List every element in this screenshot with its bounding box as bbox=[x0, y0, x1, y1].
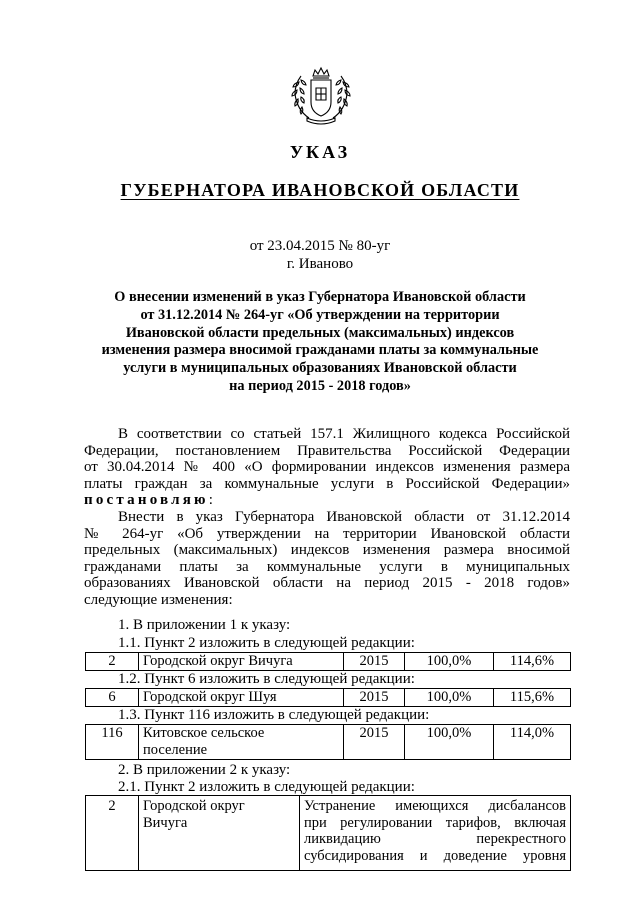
cell-number: 2 bbox=[86, 653, 139, 671]
heading-line: на период 2015 - 2018 годов» bbox=[229, 377, 411, 394]
cell-number: 116 bbox=[86, 725, 139, 760]
cell-year: 2015 bbox=[344, 725, 405, 760]
postanovlyayu-word: постановляю bbox=[84, 492, 209, 509]
cell-number: 6 bbox=[86, 689, 139, 707]
coat-of-arms-emblem bbox=[289, 66, 353, 128]
cell-index-1: 100,0% bbox=[405, 653, 494, 671]
table-row bbox=[86, 653, 571, 671]
cell-description bbox=[300, 796, 571, 871]
heading-line: Ивановской области предельных (максимальных) индексов bbox=[125, 324, 515, 341]
decree-heading bbox=[80, 289, 560, 396]
item-1-3: 1.3. Пункт 116 изложить в следующей редакции: bbox=[118, 707, 430, 723]
body-line: предельных (максимальных) индексов изменения размера вносимой bbox=[84, 542, 570, 559]
heading-line: О внесении изменений в указ Губернатора Ивановской области bbox=[114, 289, 526, 305]
body-line: платы граждан за коммунальные услуги в Российской Федерации» bbox=[84, 475, 570, 492]
body-line: Федерации, постановлением Правительства Российской Федерации bbox=[84, 442, 570, 459]
municipality-line: Городской округ bbox=[143, 798, 245, 814]
postanovlyayu-colon: : bbox=[208, 492, 213, 509]
item-1-2: 1.2. Пункт 6 изложить в следующей редакции: bbox=[118, 671, 415, 687]
municipality-line: поселение bbox=[143, 741, 208, 758]
cell-index-2: 114,6% bbox=[494, 653, 571, 671]
cell-index-1: 100,0% bbox=[405, 725, 494, 760]
decree-body bbox=[84, 426, 570, 609]
table-row bbox=[86, 796, 571, 871]
cell-number: 2 bbox=[86, 796, 139, 871]
cell-municipality bbox=[139, 796, 300, 871]
table-item-6 bbox=[85, 688, 571, 707]
description-line: ликвидацию перекрестного bbox=[304, 831, 566, 847]
table-item-2-appendix-2 bbox=[85, 795, 571, 871]
table-row bbox=[86, 725, 571, 760]
document-city: г. Иваново bbox=[286, 256, 354, 272]
body-line: Внести в указ Губернатора Ивановской области от 31.12.2014 bbox=[118, 508, 570, 525]
document-title: УКАЗ bbox=[289, 142, 351, 162]
description-line: Устранение имеющихся дисбалансов bbox=[304, 798, 566, 814]
item-1-1: 1.1. Пункт 2 изложить в следующей редакции: bbox=[118, 635, 415, 651]
heading-line: от 31.12.2014 № 264-уг «Об утверждении на территории bbox=[140, 306, 500, 323]
body-line: В соответствии со статьей 157.1 Жилищного кодекса Российской bbox=[118, 426, 570, 442]
cell-municipality bbox=[139, 725, 344, 760]
body-line: № 264-уг «Об утверждении на территории Ивановской области bbox=[84, 525, 570, 542]
description-line: при регулировании тарифов, включая bbox=[304, 814, 566, 831]
document-date-number: от 23.04.2015 № 80-уг bbox=[249, 238, 391, 254]
cell-index-1: 100,0% bbox=[405, 689, 494, 707]
cell-index-2: 115,6% bbox=[494, 689, 571, 707]
heading-line: услуги в муниципальных образованиях Ивановской области bbox=[123, 360, 517, 377]
table-item-116 bbox=[85, 724, 571, 760]
body-line: от 30.04.2014 № 400 «О формировании индексов изменения размера bbox=[84, 459, 570, 476]
body-line: гражданами платы за коммунальные услуги в муниципальных bbox=[84, 558, 570, 575]
description-line: субсидирования и доведение уровня bbox=[304, 847, 566, 864]
body-line: образованиях Ивановской области на период 2015 - 2018 годов» bbox=[84, 575, 570, 592]
cell-municipality: Городской округ Вичуга bbox=[139, 653, 344, 671]
item-1: 1. В приложении 1 к указу: bbox=[118, 617, 291, 633]
postanovlyayu-line bbox=[84, 492, 570, 509]
cell-year: 2015 bbox=[344, 689, 405, 707]
heading-line: изменения размера вносимой гражданами платы за коммунальные bbox=[101, 342, 539, 359]
item-2: 2. В приложении 2 к указу: bbox=[118, 762, 291, 778]
cell-year: 2015 bbox=[344, 653, 405, 671]
cell-municipality: Городской округ Шуя bbox=[139, 689, 344, 707]
body-line: следующие изменения: bbox=[84, 591, 233, 608]
municipality-line: Китовское сельское bbox=[143, 725, 265, 741]
item-2-1: 2.1. Пункт 2 изложить в следующей редакции: bbox=[118, 779, 415, 795]
cell-index-2: 114,0% bbox=[494, 725, 571, 760]
table-item-2 bbox=[85, 652, 571, 671]
document-subtitle: ГУБЕРНАТОРА ИВАНОВСКОЙ ОБЛАСТИ bbox=[120, 180, 520, 200]
municipality-line: Вичуга bbox=[143, 814, 188, 831]
table-row bbox=[86, 689, 571, 707]
